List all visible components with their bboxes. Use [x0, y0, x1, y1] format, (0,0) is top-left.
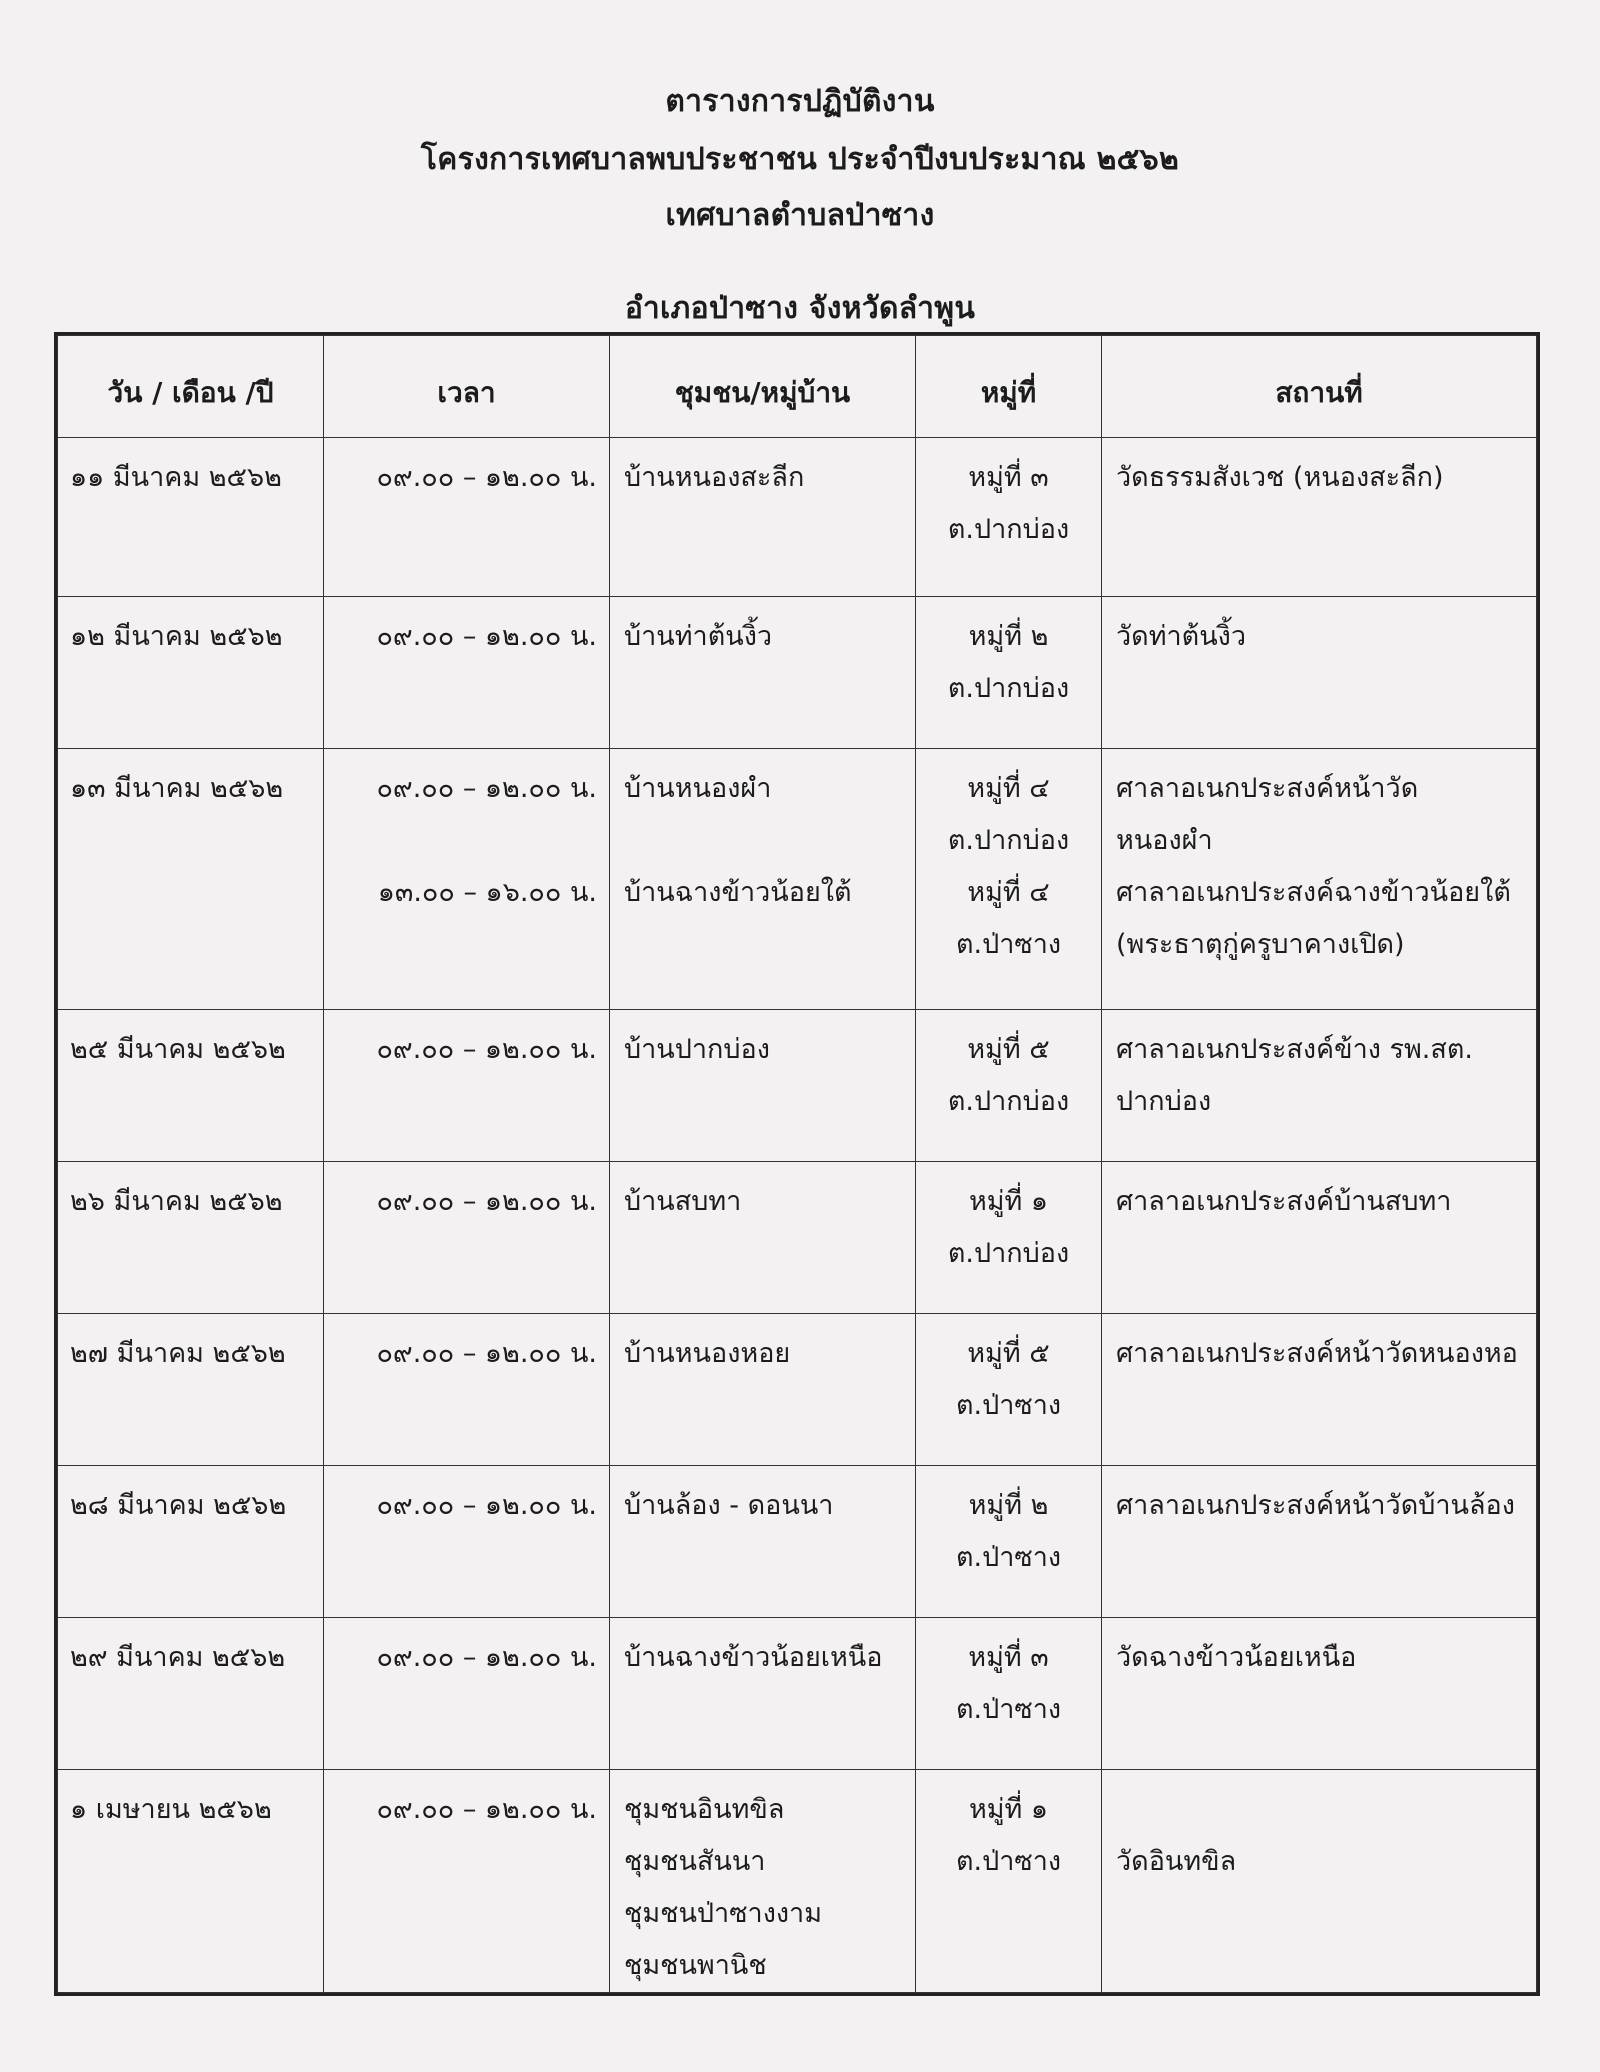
community-text: บ้านล้อง - ดอนนา [624, 1490, 834, 1521]
place-text: ศาลาอเนกประสงค์ฉางข้าวน้อยใต้ [1116, 877, 1511, 908]
community-cell [610, 1010, 916, 1162]
date-cell: ๒๖ มีนาคม ๒๕๖๒ [58, 1162, 324, 1314]
time-text: ๐๙.๐๐ – ๑๒.๐๐ น. [376, 621, 597, 652]
community-text: ชุมชนป่าซางงาม [624, 1898, 823, 1929]
subdistrict-text: ต.ป่าซาง [955, 1542, 1062, 1573]
moo-text: หมู่ที่ ๒ [968, 1490, 1049, 1521]
table-row [58, 1466, 1537, 1618]
community-cell [610, 438, 916, 597]
subdistrict-text: ต.ปากบ่อง [947, 825, 1070, 856]
document-title: ตารางการปฏิบัติงาน [665, 84, 935, 119]
subdistrict-text: ต.ป่าซาง [955, 1694, 1062, 1725]
time-cell [324, 1618, 610, 1770]
place-text: ศาลาอเนกประสงค์ข้าง รพ.สต. [1116, 1034, 1473, 1065]
moo-text: หมู่ที่ ๒ [968, 621, 1049, 652]
subdistrict-text: ต.ปากบ่อง [947, 673, 1070, 704]
date-cell: ๑๓ มีนาคม ๒๕๖๒ [58, 749, 324, 1010]
moo-text: หมู่ที่ ๔ [967, 773, 1050, 804]
moo-text: หมู่ที่ ๔ [967, 877, 1050, 908]
column-header-time: เวลา [324, 336, 610, 438]
community-text: ชุมชนอินทขิล [624, 1794, 785, 1825]
subdistrict-text: ต.ป่าซาง [955, 929, 1062, 960]
subdistrict-text: ต.ปากบ่อง [947, 1238, 1070, 1269]
place-cell [1102, 1770, 1537, 1993]
date-cell: ๑๒ มีนาคม ๒๕๖๒ [58, 597, 324, 749]
community-cell [610, 1162, 916, 1314]
table-row [58, 597, 1537, 749]
place-cell [1102, 1162, 1537, 1314]
table-row [58, 438, 1537, 597]
schedule-table-container [54, 332, 1540, 1996]
place-cell [1102, 749, 1537, 1010]
community-text: บ้านสบทา [624, 1186, 742, 1217]
time-cell [324, 1314, 610, 1466]
moo-cell [916, 438, 1102, 597]
moo-cell [916, 1618, 1102, 1770]
place-text: ปากบ่อง [1116, 1086, 1212, 1117]
time-text: ๐๙.๐๐ – ๑๒.๐๐ น. [376, 1490, 597, 1521]
community-cell [610, 1466, 916, 1618]
table-row [58, 749, 1537, 1010]
column-header-moo: หมู่ที่ [916, 336, 1102, 438]
date-cell: ๑ เมษายน ๒๕๖๒ [58, 1770, 324, 1993]
community-cell [610, 1314, 916, 1466]
time-cell [324, 1770, 610, 1993]
time-cell [324, 1466, 610, 1618]
time-text: ๐๙.๐๐ – ๑๒.๐๐ น. [376, 1186, 597, 1217]
time-cell [324, 597, 610, 749]
moo-cell [916, 597, 1102, 749]
moo-cell [916, 1010, 1102, 1162]
time-text: ๐๙.๐๐ – ๑๒.๐๐ น. [376, 1794, 597, 1825]
table-row [58, 1314, 1537, 1466]
moo-text: หมู่ที่ ๓ [968, 1642, 1049, 1673]
time-text: ๐๙.๐๐ – ๑๒.๐๐ น. [376, 1642, 597, 1673]
community-text: ชุมชนสันนา [624, 1846, 766, 1877]
column-header-place: สถานที่ [1102, 336, 1537, 438]
moo-text: หมู่ที่ ๑ [968, 1794, 1049, 1825]
date-cell: ๒๗ มีนาคม ๒๕๖๒ [58, 1314, 324, 1466]
time-text: ๑๓.๐๐ – ๑๖.๐๐ น. [377, 877, 597, 908]
community-cell [610, 597, 916, 749]
community-text: บ้านหนองหอย [624, 1338, 791, 1369]
place-text: ศาลาอเนกประสงค์บ้านสบทา [1116, 1186, 1452, 1217]
moo-cell [916, 1770, 1102, 1993]
moo-text: หมู่ที่ ๑ [968, 1186, 1049, 1217]
moo-cell [916, 1162, 1102, 1314]
community-text: บ้านปากบ่อง [624, 1034, 770, 1065]
district-province: อำเภอป่าซาง จังหวัดลำพูน [624, 291, 976, 326]
moo-text: หมู่ที่ ๕ [967, 1338, 1050, 1369]
community-text: บ้านหนองสะลีก [624, 462, 805, 493]
column-header-community: ชุมชน/หมู่บ้าน [610, 336, 916, 438]
schedule-table [57, 335, 1537, 1993]
date-cell: ๑๑ มีนาคม ๒๕๖๒ [58, 438, 324, 597]
community-cell [610, 1770, 916, 1993]
subdistrict-text: ต.ปากบ่อง [947, 1086, 1070, 1117]
time-cell [324, 1162, 610, 1314]
place-text: ศาลาอเนกประสงค์หน้าวัด [1116, 773, 1419, 804]
subdistrict-text: ต.ปากบ่อง [947, 514, 1070, 545]
date-cell: ๒๙ มีนาคม ๒๕๖๒ [58, 1618, 324, 1770]
community-text: บ้านหนองผำ [624, 773, 772, 804]
project-title: โครงการเทศบาลพบประชาชน ประจำปีงบประมาณ ๒๕๖๒ [420, 142, 1180, 177]
place-text: วัดท่าต้นงิ้ว [1116, 621, 1246, 652]
place-text: วัดอินทขิล [1116, 1846, 1237, 1877]
moo-cell [916, 1466, 1102, 1618]
table-row [58, 1010, 1537, 1162]
place-text: (พระธาตุกู่ครูบาคางเปิด) [1116, 929, 1405, 960]
place-cell [1102, 1466, 1537, 1618]
table-row [58, 1770, 1537, 1993]
community-cell [610, 1618, 916, 1770]
municipality-title: เทศบาลตำบลป่าซาง [665, 198, 935, 233]
date-cell: ๒๕ มีนาคม ๒๕๖๒ [58, 1010, 324, 1162]
community-cell [610, 749, 916, 1010]
subdistrict-text: ต.ป่าซาง [955, 1390, 1062, 1421]
place-text: วัดฉางข้าวน้อยเหนือ [1116, 1642, 1357, 1673]
table-header-row [58, 336, 1537, 438]
moo-text: หมู่ที่ ๓ [968, 462, 1049, 493]
community-text: ชุมชนพานิช [624, 1950, 767, 1981]
place-text: ศาลาอเนกประสงค์หน้าวัดบ้านล้อง [1116, 1490, 1515, 1521]
moo-cell [916, 749, 1102, 1010]
community-text: บ้านฉางข้าวน้อยใต้ [624, 877, 852, 908]
place-text: วัดธรรมสังเวช (หนองสะลีก) [1116, 462, 1444, 493]
place-text: หนองผำ [1116, 825, 1213, 856]
community-text: บ้านท่าต้นงิ้ว [624, 621, 773, 652]
time-text: ๐๙.๐๐ – ๑๒.๐๐ น. [376, 1034, 597, 1065]
place-cell [1102, 597, 1537, 749]
place-cell [1102, 438, 1537, 597]
table-row [58, 1618, 1537, 1770]
moo-cell [916, 1314, 1102, 1466]
place-text: ศาลาอเนกประสงค์หน้าวัดหนองหอ [1116, 1338, 1518, 1369]
time-cell [324, 1010, 610, 1162]
date-cell: ๒๘ มีนาคม ๒๕๖๒ [58, 1466, 324, 1618]
subdistrict-text: ต.ป่าซาง [955, 1846, 1062, 1877]
place-cell [1102, 1010, 1537, 1162]
time-text: ๐๙.๐๐ – ๑๒.๐๐ น. [376, 1338, 597, 1369]
time-text: ๐๙.๐๐ – ๑๒.๐๐ น. [376, 773, 597, 804]
time-text: ๐๙.๐๐ – ๑๒.๐๐ น. [376, 462, 597, 493]
column-header-date: วัน / เดือน /ปี [58, 336, 324, 438]
place-cell [1102, 1314, 1537, 1466]
community-text: บ้านฉางข้าวน้อยเหนือ [624, 1642, 883, 1673]
table-row [58, 1162, 1537, 1314]
time-cell [324, 749, 610, 1010]
moo-text: หมู่ที่ ๕ [967, 1034, 1050, 1065]
place-cell [1102, 1618, 1537, 1770]
time-cell [324, 438, 610, 597]
